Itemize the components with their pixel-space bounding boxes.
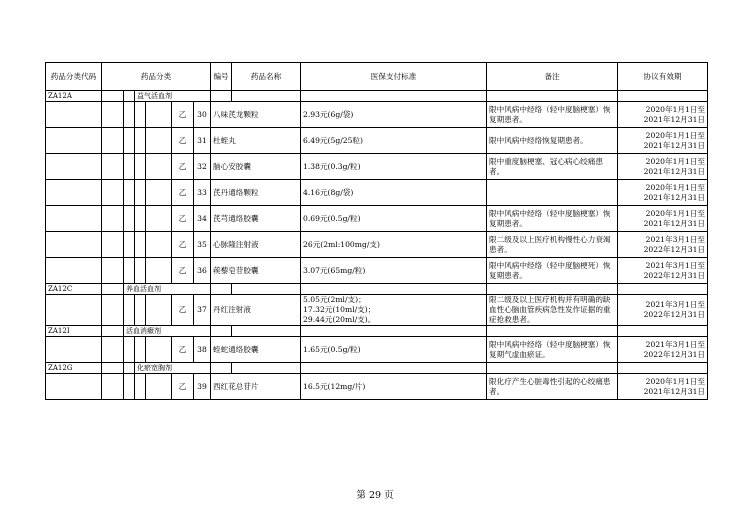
table-row	[46, 337, 708, 363]
validity-line: 2021年3月1日至	[645, 234, 706, 244]
price-line: 29.44元(20ml/支)。	[303, 315, 376, 324]
price-line: 17.32元(10ml/支)；	[303, 305, 376, 314]
drug-remark: 限中风病中经络（轻中度脑梗死）恢复期患者。	[487, 258, 618, 284]
validity-line: 2022年12月31日	[643, 244, 706, 254]
drug-level: 乙	[172, 154, 194, 180]
drug-name: 芪丹通络颗粒	[211, 180, 301, 206]
header-remark: 备注	[487, 63, 618, 91]
empty-cell	[135, 232, 146, 258]
table-body	[46, 91, 708, 400]
drug-level: 乙	[172, 374, 194, 400]
drug-price	[301, 232, 487, 258]
empty-cell	[124, 206, 135, 232]
empty-cell	[146, 102, 172, 128]
empty-cell	[146, 374, 172, 400]
empty-cell	[46, 154, 102, 180]
validity-line: 2022年12月31日	[643, 349, 706, 359]
table-row	[46, 258, 708, 284]
empty-cell	[102, 374, 124, 400]
validity-line: 2021年3月1日至	[645, 339, 706, 349]
drug-table	[45, 62, 708, 400]
group-code: ZA12G	[46, 363, 102, 374]
empty-cell	[301, 326, 487, 337]
group-code: ZA12A	[46, 91, 102, 102]
empty-cell	[146, 128, 172, 154]
empty-cell	[124, 154, 135, 180]
drug-validity	[618, 180, 708, 206]
empty-cell	[102, 337, 124, 363]
empty-cell	[46, 374, 102, 400]
empty-cell	[211, 91, 232, 102]
drug-level: 乙	[172, 232, 194, 258]
empty-cell	[232, 326, 301, 337]
drug-number: 33	[194, 180, 211, 206]
drug-validity	[618, 295, 708, 326]
empty-cell	[618, 326, 708, 337]
validity-line: 2020年1月1日至	[645, 208, 706, 218]
empty-cell	[135, 258, 146, 284]
price-line: 4.16元(8g/袋)	[303, 187, 354, 197]
header-validity: 协议有效期	[618, 63, 708, 91]
empty-cell	[618, 91, 708, 102]
empty-cell	[487, 363, 618, 374]
table-row	[46, 232, 708, 258]
table-row	[46, 128, 708, 154]
price-line: 5.05元(2ml/支)；	[303, 295, 366, 304]
validity-line: 2021年3月1日至	[645, 260, 706, 270]
validity-line: 2021年12月31日	[643, 218, 706, 228]
empty-cell	[102, 154, 124, 180]
drug-name: 蛭蛇通络胶囊	[211, 337, 301, 363]
empty-cell	[102, 128, 124, 154]
table-row	[46, 154, 708, 180]
drug-level: 乙	[172, 102, 194, 128]
drug-number: 38	[194, 337, 211, 363]
validity-line: 2020年1月1日至	[645, 156, 706, 166]
empty-cell	[135, 128, 146, 154]
drug-price	[301, 258, 487, 284]
empty-cell	[135, 374, 146, 400]
drug-remark	[487, 180, 618, 206]
spacer-cell	[102, 363, 124, 374]
empty-cell	[146, 295, 172, 326]
empty-cell	[487, 284, 618, 295]
empty-cell	[124, 374, 135, 400]
group-row	[46, 91, 708, 102]
empty-cell	[232, 91, 301, 102]
empty-cell	[146, 180, 172, 206]
empty-cell	[102, 102, 124, 128]
drug-price	[301, 128, 487, 154]
drug-validity	[618, 128, 708, 154]
drug-number: 34	[194, 206, 211, 232]
drug-price	[301, 337, 487, 363]
drug-level: 乙	[172, 295, 194, 326]
price-line: 0.69元(0.5g/粒)	[303, 213, 361, 223]
price-line: 16.5元(12mg/片)	[303, 381, 366, 391]
drug-price	[301, 154, 487, 180]
validity-line: 2022年12月31日	[643, 310, 706, 319]
drug-validity	[618, 258, 708, 284]
empty-cell	[46, 337, 102, 363]
price-line: 2.93元(6g/袋)	[303, 109, 354, 119]
spacer-cell	[102, 284, 124, 295]
spacer-cell	[102, 326, 124, 337]
drug-validity	[618, 102, 708, 128]
drug-name: 蒺藜皂苷胶囊	[211, 258, 301, 284]
drug-remark: 限中风病中经络恢复期患者。	[487, 128, 618, 154]
empty-cell	[135, 206, 146, 232]
header-row	[46, 63, 708, 91]
empty-cell	[135, 102, 146, 128]
drug-price	[301, 206, 487, 232]
validity-line: 2021年12月31日	[643, 166, 706, 176]
drug-name: 西红花总苷片	[211, 374, 301, 400]
empty-cell	[46, 206, 102, 232]
empty-cell	[618, 363, 708, 374]
drug-validity	[618, 374, 708, 400]
price-line: 6.49元(5g/25粒)	[303, 135, 363, 145]
drug-number: 31	[194, 128, 211, 154]
drug-name: 心脉隆注射液	[211, 232, 301, 258]
drug-level: 乙	[172, 206, 194, 232]
empty-cell	[487, 326, 618, 337]
spacer-cell	[124, 91, 135, 102]
drug-validity	[618, 154, 708, 180]
drug-number: 36	[194, 258, 211, 284]
header-category: 药品分类	[102, 63, 211, 91]
spacer-cell	[102, 91, 124, 102]
empty-cell	[124, 128, 135, 154]
header-standard: 医保支付标准	[301, 63, 487, 91]
drug-level: 乙	[172, 180, 194, 206]
validity-line: 2021年12月31日	[643, 140, 706, 150]
empty-cell	[232, 284, 301, 295]
validity-line: 2022年12月31日	[643, 270, 706, 280]
empty-cell	[124, 258, 135, 284]
group-code: ZA12I	[46, 326, 102, 337]
empty-cell	[102, 180, 124, 206]
drug-number: 39	[194, 374, 211, 400]
drug-name: 芪芎通络胶囊	[211, 206, 301, 232]
empty-cell	[211, 326, 232, 337]
drug-level: 乙	[172, 337, 194, 363]
validity-line: 2021年12月31日	[643, 386, 706, 396]
empty-cell	[46, 128, 102, 154]
drug-remark: 限中重度脑梗塞、冠心病心绞痛患者。	[487, 154, 618, 180]
drug-number: 30	[194, 102, 211, 128]
drug-level: 乙	[172, 128, 194, 154]
empty-cell	[146, 206, 172, 232]
drug-number: 35	[194, 232, 211, 258]
validity-line: 2021年12月31日	[643, 114, 706, 124]
price-line: 1.65元(0.5g/粒)	[303, 344, 361, 354]
empty-cell	[135, 295, 146, 326]
header-number: 编号	[211, 63, 232, 91]
price-line: 1.38元(0.3g/粒)	[303, 161, 361, 171]
drug-price	[301, 102, 487, 128]
validity-line: 2021年3月1日至	[645, 300, 706, 309]
empty-cell	[211, 284, 232, 295]
table-row	[46, 102, 708, 128]
drug-remark: 限二级及以上医疗机构慢性心力衰竭患者。	[487, 232, 618, 258]
group-name: 活血消癥剂	[124, 326, 211, 337]
empty-cell	[135, 154, 146, 180]
empty-cell	[124, 102, 135, 128]
group-row	[46, 326, 708, 337]
group-name: 益气活血剂	[135, 91, 211, 102]
empty-cell	[124, 295, 135, 326]
empty-cell	[124, 337, 135, 363]
empty-cell	[135, 337, 146, 363]
table-row	[46, 295, 708, 326]
drug-validity	[618, 232, 708, 258]
price-line: 26元(2ml:100mg/支)	[303, 239, 380, 249]
empty-cell	[124, 180, 135, 206]
table-row	[46, 206, 708, 232]
empty-cell	[146, 232, 172, 258]
empty-cell	[146, 258, 172, 284]
drug-remark: 限二级及以上医疗机构并有明确的缺血性心脑血管疾病急性发作证据的重症抢救患者。	[487, 295, 618, 326]
empty-cell	[46, 102, 102, 128]
drug-price	[301, 374, 487, 400]
empty-cell	[124, 232, 135, 258]
drug-price	[301, 295, 487, 326]
drug-remark: 限化疗产生心脏毒性引起的心绞痛患者。	[487, 374, 618, 400]
drug-validity	[618, 337, 708, 363]
header-code: 药品分类代码	[46, 63, 102, 91]
drug-name: 脑心安胶囊	[211, 154, 301, 180]
empty-cell	[146, 154, 172, 180]
drug-remark: 限中风病中经络（轻中度脑梗塞）恢复期患者。	[487, 206, 618, 232]
empty-cell	[102, 232, 124, 258]
empty-cell	[301, 91, 487, 102]
empty-cell	[301, 284, 487, 295]
drug-remark: 限中风病中经络（轻中度脑梗塞）恢复期患者。	[487, 102, 618, 128]
header-name: 药品名称	[232, 63, 301, 91]
group-row	[46, 363, 708, 374]
empty-cell	[211, 363, 232, 374]
empty-cell	[135, 180, 146, 206]
empty-cell	[301, 363, 487, 374]
validity-line: 2021年12月31日	[643, 192, 706, 202]
empty-cell	[102, 258, 124, 284]
drug-name: 八味芪龙颗粒	[211, 102, 301, 128]
empty-cell	[46, 258, 102, 284]
drug-number: 32	[194, 154, 211, 180]
empty-cell	[46, 232, 102, 258]
price-line: 3.07元(65mg/粒)	[303, 265, 366, 275]
group-name: 养血活血剂	[124, 284, 211, 295]
group-code: ZA12C	[46, 284, 102, 295]
empty-cell	[618, 284, 708, 295]
group-name: 化瘀宽胸剂	[135, 363, 211, 374]
empty-cell	[102, 295, 124, 326]
empty-cell	[46, 295, 102, 326]
spacer-cell	[124, 363, 135, 374]
drug-validity	[618, 206, 708, 232]
drug-name: 杜蛭丸	[211, 128, 301, 154]
drug-level: 乙	[172, 258, 194, 284]
validity-line: 2020年1月1日至	[645, 104, 706, 114]
table-row	[46, 374, 708, 400]
empty-cell	[487, 91, 618, 102]
empty-cell	[46, 180, 102, 206]
table-row	[46, 180, 708, 206]
empty-cell	[232, 363, 301, 374]
page-number: 第 29 页	[356, 490, 394, 501]
empty-cell	[102, 206, 124, 232]
drug-number: 37	[194, 295, 211, 326]
empty-cell	[146, 337, 172, 363]
validity-line: 2020年1月1日至	[645, 130, 706, 140]
validity-line: 2020年1月1日至	[645, 182, 706, 192]
drug-name: 丹红注射液	[211, 295, 301, 326]
validity-line: 2020年1月1日至	[645, 376, 706, 386]
group-row	[46, 284, 708, 295]
drug-remark: 限中风病中经络（轻中度脑梗塞）恢复期气虚血瘀证。	[487, 337, 618, 363]
drug-price	[301, 180, 487, 206]
